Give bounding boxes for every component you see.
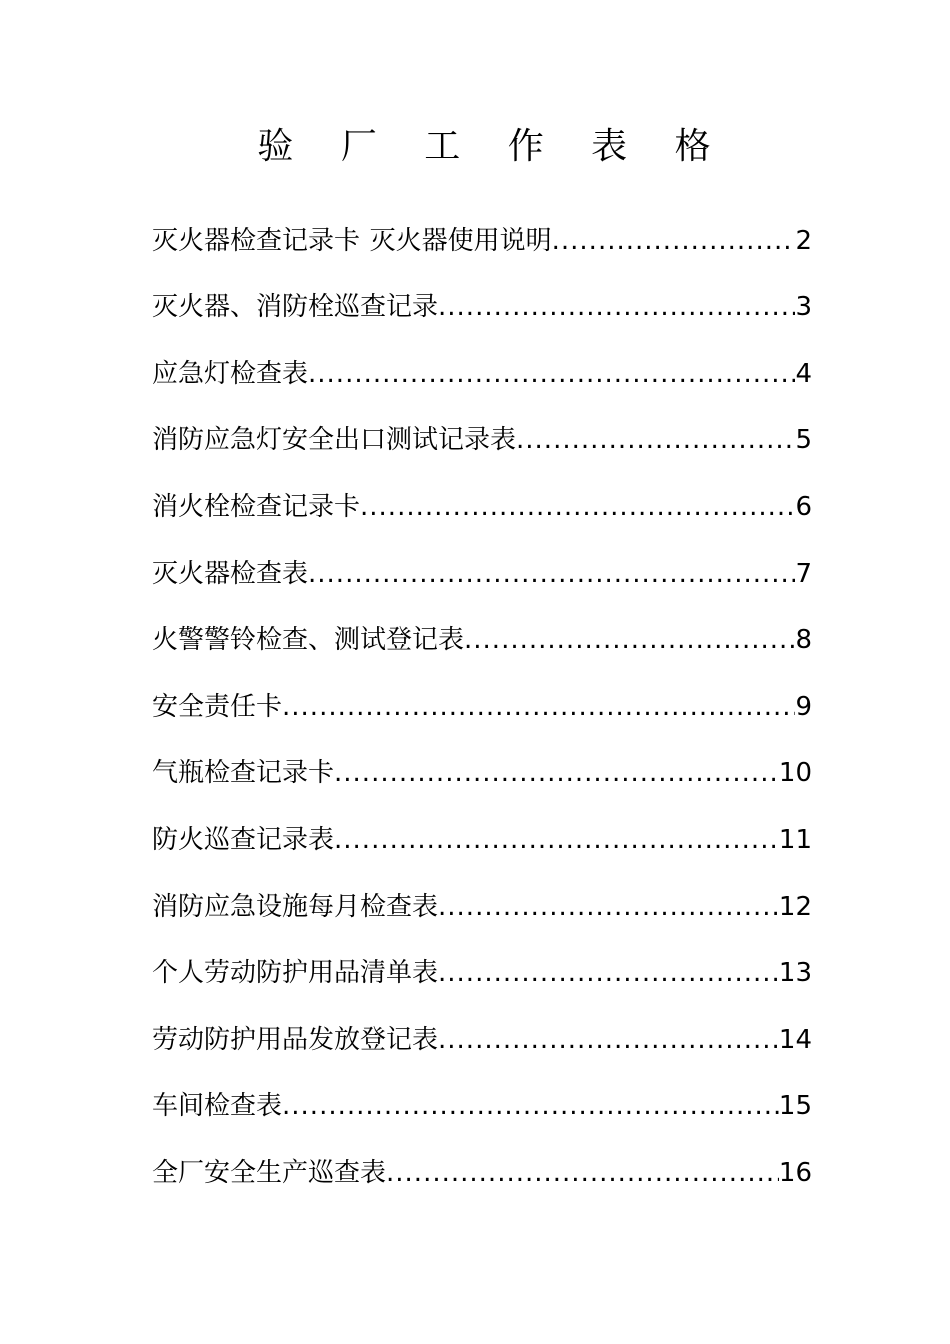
toc-entry	[152, 862, 812, 929]
toc-page-number: 2	[795, 225, 812, 256]
toc-page-number: 11	[778, 824, 812, 855]
toc-leader-dots	[282, 1084, 779, 1128]
toc-entry-title: 应急灯检查表	[152, 358, 309, 389]
toc-entry	[152, 795, 812, 862]
toc-entry-title: 安全责任卡	[152, 691, 283, 722]
toc-leader-dots	[438, 285, 795, 329]
page-title: 验 厂 工 作 表 格	[257, 126, 729, 167]
toc-leader-dots	[438, 951, 779, 995]
toc-page-number: 14	[778, 1024, 812, 1055]
toc-entry-title: 灭火器检查表	[152, 558, 309, 589]
toc-page-number: 13	[778, 958, 812, 989]
toc-leader-dots	[438, 1018, 779, 1062]
toc-entry-title: 防火巡查记录表	[152, 824, 335, 855]
toc-entry	[152, 529, 812, 596]
toc-entry-title: 灭火器、消防栓巡查记录	[152, 292, 439, 323]
toc-leader-dots	[360, 485, 795, 529]
toc-entry	[152, 729, 812, 796]
toc-leader-dots	[438, 885, 779, 929]
toc-entry-title: 消火栓检查记录卡	[152, 491, 361, 522]
toc-entry-title: 消防应急设施每月检查表	[152, 891, 439, 922]
toc-page-number: 12	[778, 891, 812, 922]
toc-leader-dots	[282, 685, 795, 729]
toc-page-number: 6	[795, 491, 812, 522]
toc-page-number: 15	[778, 1091, 812, 1122]
toc-entry	[152, 396, 812, 463]
toc-entry	[152, 596, 812, 663]
toc-leader-dots	[308, 552, 795, 596]
toc-entry-title: 灭火器检查记录卡	[152, 225, 361, 256]
toc-entry	[152, 329, 812, 396]
toc-page-number: 7	[795, 558, 812, 589]
toc-page-number: 8	[795, 625, 812, 656]
toc-entry	[152, 263, 812, 330]
toc-page-number: 9	[795, 691, 812, 722]
toc-entry	[152, 662, 812, 729]
toc-entry	[152, 196, 812, 263]
toc-page-number: 5	[795, 425, 812, 456]
toc-entry-title: 劳动防护用品发放登记表	[152, 1024, 439, 1055]
toc-entry-title: 车间检查表	[152, 1091, 283, 1122]
toc-leader-dots	[308, 352, 795, 396]
toc-entry	[152, 995, 812, 1062]
toc-entry	[152, 929, 812, 996]
toc-entry-title: 个人劳动防护用品清单表	[152, 958, 439, 989]
toc-page-number: 10	[778, 758, 812, 789]
toc-page-number: 16	[778, 1157, 812, 1188]
toc-entry-title: 消防应急灯安全出口测试记录表	[152, 425, 517, 456]
toc-leader-dots	[334, 818, 779, 862]
toc-entry-title: 全厂安全生产巡查表	[152, 1157, 387, 1188]
toc-entry-title-secondary: 灭火器使用说明	[369, 225, 552, 256]
toc-page-number: 4	[795, 358, 812, 389]
toc-entry-title: 气瓶检查记录卡	[152, 758, 335, 789]
table-of-contents	[152, 196, 812, 1195]
toc-leader-dots	[386, 1151, 779, 1195]
toc-leader-dots	[516, 418, 795, 462]
toc-leader-dots	[334, 751, 779, 795]
toc-entry-title: 火警警铃检查、测试登记表	[152, 625, 465, 656]
toc-entry	[152, 1062, 812, 1129]
toc-leader-dots	[464, 618, 795, 662]
toc-entry	[152, 462, 812, 529]
toc-page-number: 3	[795, 292, 812, 323]
toc-leader-dots	[552, 219, 796, 263]
toc-entry	[152, 1128, 812, 1195]
